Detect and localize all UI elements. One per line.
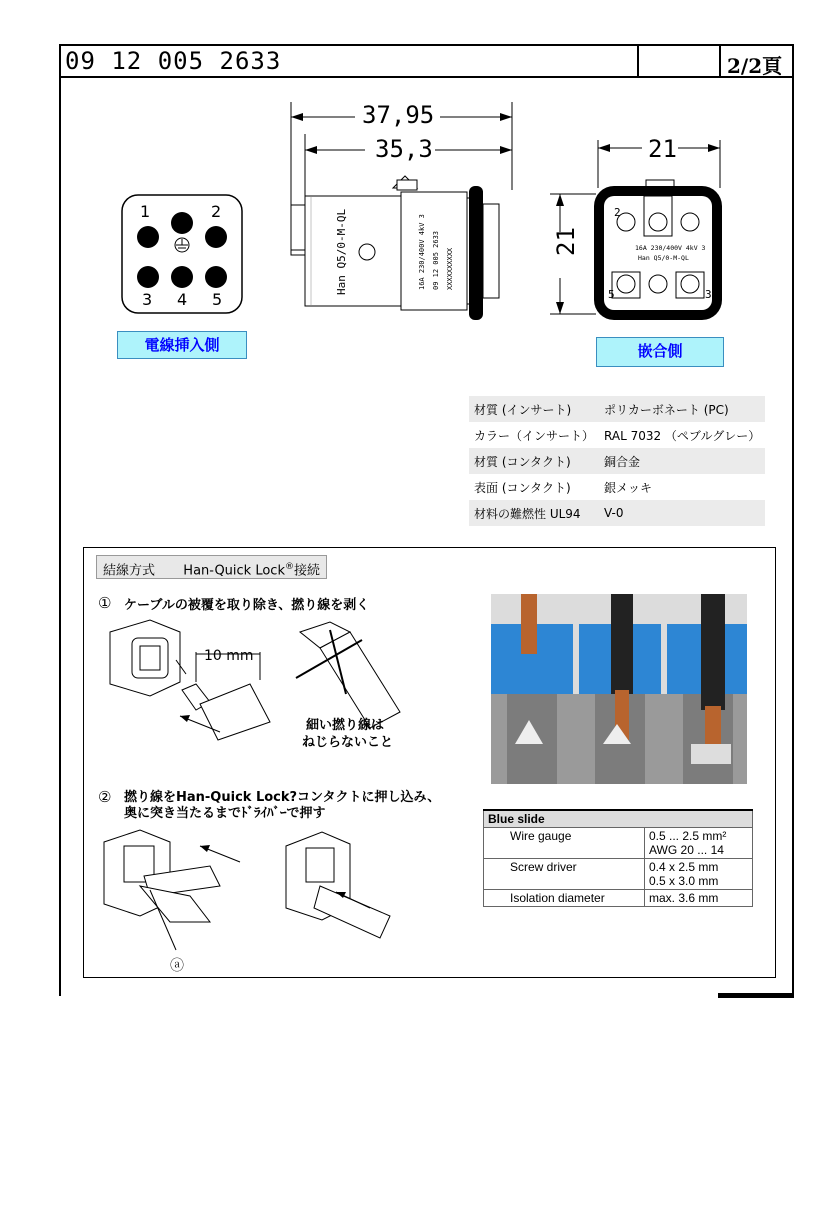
step1-text: ケーブルの被覆を取り除き、撚り線を剥く — [124, 598, 370, 613]
step2-line1: 撚り線をHan-Quick Lock?コンタクトに押し込み、 — [124, 790, 441, 805]
side-view-part-text: 09 12 005 2633 — [432, 230, 440, 290]
property-value: V-0 — [599, 500, 765, 526]
warning-line1: 細い撚り線は — [306, 718, 385, 733]
property-label: 材質 (コンタクト) — [469, 448, 599, 474]
strip-length-label: 10 mm — [204, 648, 254, 664]
dimension-overall: 37,95 — [362, 101, 435, 129]
dimension-body: 35,3 — [375, 135, 433, 163]
spec-value — [645, 828, 753, 859]
spec-label: Isolation diameter — [484, 890, 645, 907]
table-row — [469, 474, 765, 500]
table-row — [484, 828, 753, 859]
property-value: 銅合金 — [599, 448, 765, 474]
property-value: RAL 7032 （ペブルグレー） — [604, 428, 761, 443]
warning-line2: ねじらないこと — [302, 735, 394, 750]
spec-value-line: 0.5 ... 2.5 mm² — [649, 829, 727, 843]
callout-marker: ⓐ — [170, 958, 184, 974]
registered-mark: ® — [284, 562, 294, 572]
mating-rating-text: 16A 230/400V 4kV 3 — [635, 244, 706, 252]
side-view-serial-text: XXXXXXXXXX — [446, 247, 454, 290]
spec-value — [645, 859, 753, 890]
title-block — [61, 46, 792, 78]
property-label: カラー（インサート） — [474, 428, 595, 443]
pin-label: 3 — [142, 290, 153, 309]
mating-pin-label: 5 — [608, 288, 615, 301]
wiring-method-suffix: 接続 — [293, 563, 320, 579]
insert-wire-illustration — [100, 826, 410, 956]
table-row — [469, 500, 765, 526]
pin-label: 2 — [211, 202, 222, 221]
part-number: 09 12 005 2633 — [65, 47, 282, 75]
spec-value-line: AWG 20 ... 14 — [649, 843, 724, 857]
table-row — [469, 422, 765, 448]
side-view-model-text: Han Q5/0-M-QL — [335, 208, 348, 295]
mating-side-label: 嵌合側 — [596, 337, 724, 367]
spec-label: Wire gauge — [484, 828, 645, 859]
mating-pin-label: 3 — [705, 288, 712, 301]
contact-photo — [491, 594, 747, 784]
table-row — [484, 890, 753, 907]
table-row — [469, 448, 765, 474]
table-header-row — [484, 810, 753, 828]
spec-value-line: 0.4 x 2.5 mm — [649, 860, 719, 874]
property-value: ポリカーボネート (PC) — [599, 396, 765, 422]
pin-label: 4 — [177, 290, 188, 309]
pin-label: 1 — [140, 202, 151, 221]
dimension-width: 21 — [648, 135, 677, 163]
material-properties-table — [469, 396, 765, 526]
wiring-method-label: 結線方式 — [103, 563, 156, 579]
step2-line2: 奥に突き当たるまでﾄﾞﾗｲﾊﾞｰで押す — [124, 806, 326, 821]
step2-number: ② — [98, 788, 112, 806]
property-label: 表面 (コンタクト) — [474, 480, 571, 495]
step1-number: ① — [98, 594, 112, 612]
wiring-method-value: Han-Quick Lock — [183, 563, 285, 579]
property-label: 材質 (インサート) — [469, 396, 599, 422]
pin-label: 5 — [212, 290, 223, 309]
blue-slide-title: Blue slide — [484, 810, 753, 828]
property-value: 銀メッキ — [604, 480, 653, 495]
spec-value-line: max. 3.6 mm — [649, 891, 719, 905]
mating-pin-label: 2 — [614, 206, 621, 219]
blue-slide-table — [483, 809, 753, 907]
property-label: 材料の難燃性 UL94 — [469, 500, 599, 526]
wire-side-label: 電線挿入側 — [117, 331, 247, 359]
side-view-rating-text: 16A 230/400V 4kV 3 — [418, 214, 426, 290]
divider — [637, 46, 639, 76]
wiring-method-header — [96, 555, 327, 579]
spec-value-line: 0.5 x 3.0 mm — [649, 874, 719, 888]
spec-value — [645, 890, 753, 907]
table-row — [469, 396, 765, 422]
divider — [719, 46, 721, 76]
table-row — [484, 859, 753, 890]
page-number: 2/2頁 — [727, 54, 783, 78]
dimension-height: 21 — [552, 227, 580, 256]
spec-label: Screw driver — [484, 859, 645, 890]
frame-end-mark — [718, 993, 794, 998]
mating-model-text: Han Q5/0-M-QL — [638, 254, 689, 262]
